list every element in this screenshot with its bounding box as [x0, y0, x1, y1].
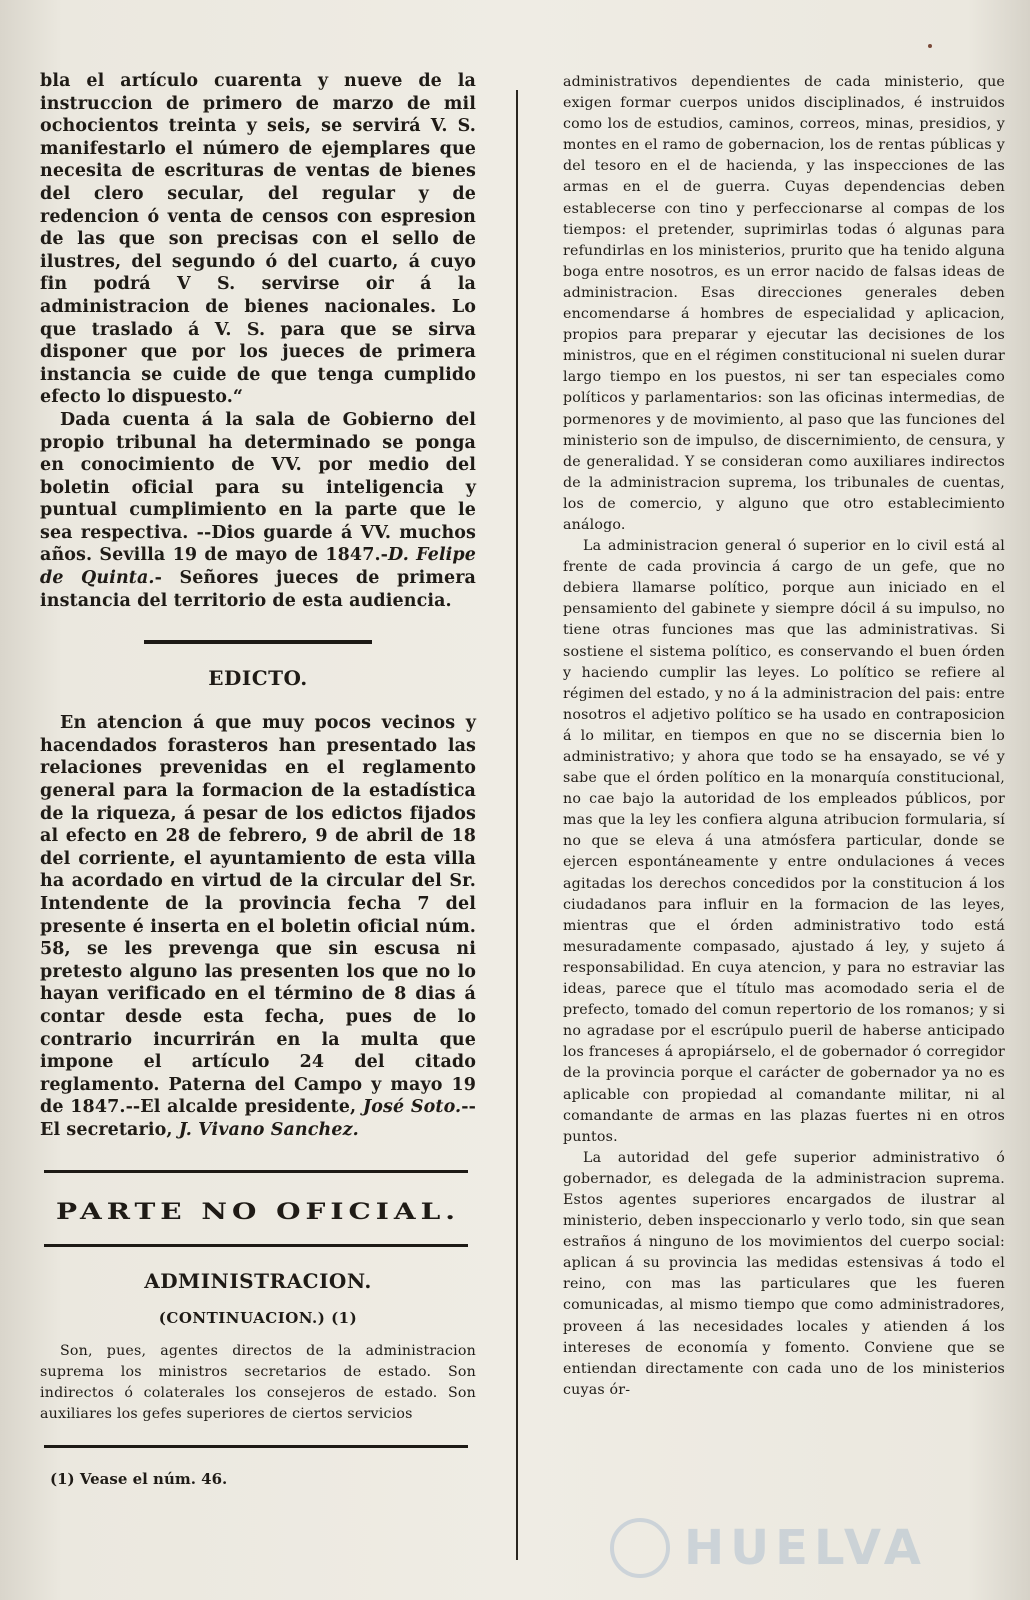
- dada-cuenta-paragraph: [40, 409, 476, 612]
- alcalde-name: José Soto.: [362, 1097, 462, 1118]
- right-paragraph-2: La administracion general ó superior en lo civil está al frente de cada provincia á cargo de un gefe, que no debiera llamarse político, porque aun iniciado en el pensamiento del gabinete y siempre dócil á su impulso, no tiene otras funciones mas que las administrativas. Si sostiene el sistema político, es conservando el buen órden y haciendo cumplir las leyes. Lo político se refiere al régimen del estado, y no á la administracion del pais: entre nosotros el adjetivo político se ha usado en contraposicion á lo militar, en tiempos en que no se discernia bien lo administrativo; y ahora que todo se ha ensayado, se vé y sabe que el órden político en la monarquía constitucional, no cae bajo la autoridad de los empleados públicos, por mas que la ley les confiera alguna atribucion formularia, sí no que se eleva á una atmósfera particular, donde se ejercen espontáneamente y entre ondulaciones á veces agitadas los derechos concedidos por la constitucion á los ciudadanos para influir en la formacion de las leyes, mientras que el órden administrativo todo está mesuradamente compasado, ajustado á ley, y sujeto á responsabilidad. En cuya atencion, y para no estraviar las ideas, parece que el título mas acomodado seria el de prefecto, tomado del comun repertorio de los romanos; y si no agradase por el escrúpulo pueril de haberse anticipado los franceses á apropiárselo, el de gobernador ó corregidor de la provincia porque el carácter de gobernador ya no es aplicable con propiedad al comandante militar, ni al comandante de armas en las plazas fuertes ni en otros puntos.: [563, 538, 1005, 1145]
- admin-heading: ADMINISTRACION.: [144, 1268, 372, 1293]
- dada-cuenta-tail: - Señores jueces de primera instancia del territorio de esta audiencia.: [40, 568, 476, 611]
- footnote-rule: [44, 1445, 468, 1448]
- right-column: [563, 72, 1005, 1401]
- admin-paragraph: Son, pues, agentes directos de la administracion suprema los ministros secretarios de estado. Son indirectos ó colaterales los consejeros de estado. Son auxiliares los gefes superiores de ciertos servicios: [40, 1342, 476, 1422]
- archive-watermark: [610, 1518, 930, 1578]
- secretario-name: J. Vivano Sanchez.: [178, 1119, 359, 1140]
- seal-icon: [610, 1518, 670, 1578]
- right-paragraph-3: La autoridad del gefe superior administrativo ó gobernador, es delegada de la administracion suprema. Estos agentes superiores encargados de ilustrar al ministerio, deben inspeccionarlo y verlo todo, sin que sean estraños á ninguno de los movimientos del cuerpo social: aplican á su provincia las medidas estensivas á todo el reino, con mas las particulares que les fueren comunicadas, al mismo tiempo que como administradores, proveen á las necesidades locales y atienden á los intereses de economía y fomento. Conviene que se entiendan directamente con cada uno de los ministerios cuyas ór-: [563, 1149, 1005, 1398]
- edicto-body: [40, 712, 476, 1141]
- signer-name: D. Felipe de Quinta.: [40, 545, 477, 589]
- right-paragraph-1: administrativos dependientes de cada ministerio, que exigen formar cuerpos unidos disciplinados, é instruidos como los de estudios, caminos, correos, minas, presidios, y montes en el ramo de gobernacion, los de rentas públicas y del tesoro en el de hacienda, y las inspecciones de las armas en el de guerra. Cuyas dependencias deben establecerse con tino y perfeccionarse al compas de los tiempos: el pretender, suprimirlas todas ó algunas para refundirlas en los ministerios, prurito que ha tenido alguna boga entre nosotros, es un error nacido de falsas ideas de administracion. Esas direcciones generales deben encomendarse á hombres de especialidad y aplicacion, propios para preparar y ejecutar las decisiones de los ministros, que en el régimen constitucional ni suelen durar largo tiempo en los puestos, ni ser tan especiales como políticos y parlamentarios: son las oficinas intermedias, de pormenores y de movimiento, al paso que las funciones del ministerio son de impulso, de discernimiento, de censura, y de generalidad. Y se consideran como auxiliares indirectos de la administracion suprema, los tribunales de cuentas, los de comercio, y alguno que otro establecimiento análogo.: [563, 74, 1005, 533]
- column-divider: [516, 90, 518, 1560]
- intro-paragraph: bla el artículo cuarenta y nueve de la instruccion de primero de marzo de mil ochocientos treinta y seis, se servirá V. S. manifestarlo el número de ejemplares que necesita de escrituras de ventas de bienes del clero secular, del regular y de redencion ó venta de censos con espresion de las que son precisas con el sello de ilustres, del segundo ó del cuarto, á cuyo fin podrá V S. servirse oir á la administracion de bienes nacionales. Lo que traslado á V. S. para que se sirva disponer que por los jueces de primera instancia se cuide de que tenga cumplido efecto lo dispuesto.“: [40, 71, 476, 408]
- ink-speck: [928, 44, 932, 48]
- section-rule: [144, 640, 372, 644]
- section-title: PARTE NO OFICIAL.: [55, 1197, 461, 1225]
- section-rule-long: [44, 1170, 468, 1173]
- secretario-label: --El secretario,: [40, 1097, 476, 1140]
- dada-cuenta-text: Dada cuenta á la sala de Gobierno del propio tribunal ha determinado se ponga en conocimiento de VV. por medio del boletin oficial para su inteligencia y puntual cumplimiento en la parte que le sea respectiva. --Dios guarde á VV. muchos años. Sevilla 19 de mayo de 1847.-: [40, 409, 476, 566]
- left-column: [40, 70, 476, 1488]
- section-rule-long-2: [44, 1244, 468, 1247]
- watermark-text: HUELVA: [684, 1520, 927, 1576]
- edicto-text: En atencion á que muy pocos vecinos y hacendados forasteros han presentado las relaciones prevenidas en el reglamento general para la formacion de la estadística de la riqueza, á pesar de los edictos fijados al efecto en 28 de febrero, 9 de abril de 18 del corriente, el ayuntamiento de esta villa ha acordado en virtud de la circular del Sr. Intendente de la provincia fecha 7 del presente é inserta en el boletin oficial núm. 58, se les prevenga que sin escusa ni pretesto alguno las presenten los que no lo hayan verificado en el término de 8 dias á contar desde esta fecha, pues de lo contrario incurrirán en la multa que impone el artículo 24 del citado reglamento. Paterna del Campo y mayo 19 de 1847.--El alcalde presidente,: [40, 713, 476, 1118]
- edicto-heading: EDICTO.: [208, 666, 308, 691]
- footnote: (1) Vease el núm. 46.: [50, 1469, 228, 1488]
- admin-subheading: (CONTINUACION.) (1): [158, 1308, 358, 1327]
